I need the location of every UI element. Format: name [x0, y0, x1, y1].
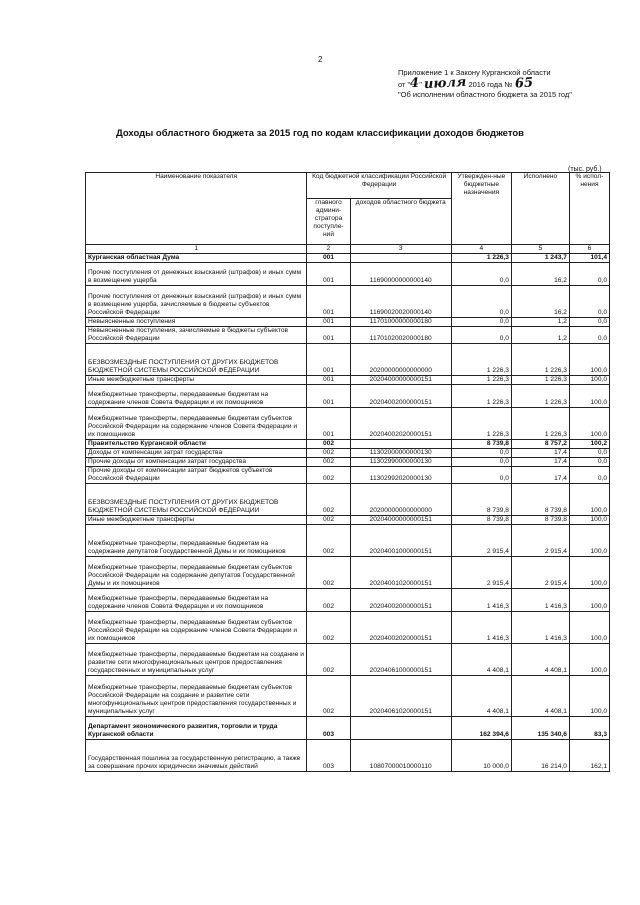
- cell-percent: 100,0: [569, 344, 609, 376]
- column-number: 3: [350, 245, 451, 254]
- table-row: [86, 458, 610, 467]
- cell-approved: 1 226,3: [451, 376, 511, 385]
- cell-admin-code: 002: [307, 676, 350, 717]
- cell-admin-code: 001: [307, 385, 350, 408]
- cell-approved: 1 226,3: [451, 254, 511, 263]
- cell-approved: 8 739,8: [451, 440, 511, 449]
- column-number: 5: [511, 245, 569, 254]
- cell-percent: 162,1: [569, 740, 609, 772]
- cell-executed: 8 757,2: [511, 440, 569, 449]
- table-row: [86, 440, 610, 449]
- cell-admin-code: 002: [307, 467, 350, 484]
- appendix-line-3: "Об исполнении областного бюджета за 2015 год": [398, 90, 572, 99]
- cell-income-code: 11302000000000130: [350, 449, 451, 458]
- cell-percent: 100,0: [569, 676, 609, 717]
- cell-name: Прочие поступления от денежных взысканий (штрафов) и иных сумм в возмещение ущерба: [86, 263, 307, 286]
- column-number-row: [86, 245, 610, 254]
- table-row: [86, 344, 610, 376]
- cell-percent: 83,3: [569, 717, 609, 740]
- cell-executed: 16,2: [511, 263, 569, 286]
- cell-income-code: 20204061020000151: [350, 676, 451, 717]
- cell-percent: 0,0: [569, 467, 609, 484]
- table-row: [86, 525, 610, 557]
- cell-approved: 8 739,8: [451, 516, 511, 525]
- cell-name: БЕЗВОЗМЕЗДНЫЕ ПОСТУПЛЕНИЯ ОТ ДРУГИХ БЮДЖЕТОВ БЮДЖЕТНОЙ СИСТЕМЫ РОССИЙСКОЙ ФЕДЕРАЦИИ: [86, 484, 307, 516]
- cell-approved: 1 416,3: [451, 589, 511, 612]
- cell-percent: 0,0: [569, 327, 609, 344]
- page-number: 2: [318, 55, 323, 64]
- cell-executed: 1 226,3: [511, 408, 569, 440]
- cell-income-code: 20200000000000000: [350, 484, 451, 516]
- cell-name: Межбюджетные трансферты, передаваемые бюджетам на содержание членов Совета Федерации и их помощников: [86, 589, 307, 612]
- cell-executed: 17,4: [511, 458, 569, 467]
- handwritten-month: июля: [423, 74, 467, 92]
- table-row: [86, 484, 610, 516]
- header-name: Наименование показателя: [86, 173, 307, 245]
- cell-name: Невыясненные поступления, зачисляемые в бюджеты субъектов Российской Федерации: [86, 327, 307, 344]
- cell-approved: 10 000,0: [451, 740, 511, 772]
- cell-admin-code: 001: [307, 254, 350, 263]
- cell-percent: 100,0: [569, 376, 609, 385]
- cell-income-code: 11302992020000130: [350, 467, 451, 484]
- cell-admin-code: 002: [307, 525, 350, 557]
- cell-approved: 0,0: [451, 286, 511, 318]
- cell-approved: 0,0: [451, 327, 511, 344]
- table-row: [86, 449, 610, 458]
- cell-percent: 100,0: [569, 408, 609, 440]
- cell-income-code: 20204061000000151: [350, 644, 451, 676]
- cell-approved: 0,0: [451, 449, 511, 458]
- cell-approved: 1 226,3: [451, 385, 511, 408]
- cell-executed: 4 408,1: [511, 676, 569, 717]
- cell-income-code: 20204002000000151: [350, 589, 451, 612]
- cell-name: Иные межбюджетные трансферты: [86, 516, 307, 525]
- cell-name: Курганская областная Дума: [86, 254, 307, 263]
- cell-percent: 100,0: [569, 516, 609, 525]
- cell-name: Правительство Курганской области: [86, 440, 307, 449]
- cell-approved: 0,0: [451, 467, 511, 484]
- cell-income-code: 11701020020000180: [350, 327, 451, 344]
- cell-admin-code: 002: [307, 458, 350, 467]
- table-row: [86, 263, 610, 286]
- header-approved: Утвержден-ные бюджетные назначения: [451, 173, 511, 245]
- cell-income-code: 10807000010000110: [350, 740, 451, 772]
- appendix-line-2: от "4" июля 2016 года № 65: [398, 74, 533, 92]
- cell-executed: 1 226,3: [511, 376, 569, 385]
- cell-admin-code: 001: [307, 376, 350, 385]
- cell-name: Прочие доходы от компенсации затрат государства: [86, 458, 307, 467]
- cell-admin-code: 001: [307, 408, 350, 440]
- cell-executed: 17,4: [511, 467, 569, 484]
- cell-income-code: 11701000000000180: [350, 318, 451, 327]
- cell-approved: 0,0: [451, 458, 511, 467]
- column-number: 6: [569, 245, 609, 254]
- table-row: [86, 612, 610, 644]
- header-code-group: Код бюджетной классификации Российской Федерации: [307, 173, 451, 199]
- column-number: 2: [307, 245, 350, 254]
- cell-percent: 0,0: [569, 449, 609, 458]
- column-number: 1: [86, 245, 307, 254]
- cell-name: Межбюджетные трансферты, передаваемые бюджетам на содержание членов Совета Федерации и их помощников: [86, 385, 307, 408]
- cell-executed: 8 739,8: [511, 516, 569, 525]
- cell-admin-code: 001: [307, 344, 350, 376]
- cell-approved: 4 408,1: [451, 644, 511, 676]
- appendix-line-1: Приложение 1 к Закону Курганской области: [398, 68, 551, 77]
- cell-admin-code: 002: [307, 449, 350, 458]
- cell-income-code: 20204001020000151: [350, 557, 451, 589]
- cell-percent: 100,0: [569, 644, 609, 676]
- cell-executed: 1,2: [511, 327, 569, 344]
- income-table: [85, 172, 610, 772]
- cell-approved: 0,0: [451, 318, 511, 327]
- cell-executed: 135 340,6: [511, 717, 569, 740]
- cell-executed: 1 226,3: [511, 344, 569, 376]
- units-label: (тыс. руб.): [568, 166, 602, 173]
- cell-admin-code: 003: [307, 717, 350, 740]
- cell-executed: 16 214,0: [511, 740, 569, 772]
- cell-income-code: [350, 717, 451, 740]
- cell-percent: 0,0: [569, 318, 609, 327]
- table-row: [86, 327, 610, 344]
- cell-name: Межбюджетные трансферты, передаваемые бюджетам на содержание депутатов Государственной Думы и их помощников: [86, 525, 307, 557]
- cell-income-code: [350, 440, 451, 449]
- cell-name: Иные межбюджетные трансферты: [86, 376, 307, 385]
- table-row: [86, 467, 610, 484]
- cell-name: Прочие поступления от денежных взысканий (штрафов) и иных сумм в возмещение ущерба, зачисляемые в бюджеты субъектов Российской Федерации: [86, 286, 307, 318]
- cell-income-code: 20204000000000151: [350, 376, 451, 385]
- handwritten-day: 4: [409, 75, 420, 91]
- appendix-note: [398, 68, 608, 101]
- cell-percent: 100,0: [569, 612, 609, 644]
- cell-approved: 1 226,3: [451, 344, 511, 376]
- document-title: Доходы областного бюджета за 2015 год по кодам классификации доходов бюджетов: [115, 128, 525, 139]
- cell-executed: 16,2: [511, 286, 569, 318]
- cell-income-code: [350, 254, 451, 263]
- cell-name: Государственная пошлина за государственную регистрацию, а также за совершение прочих юридически значимых действий: [86, 740, 307, 772]
- cell-percent: 0,0: [569, 286, 609, 318]
- cell-name: Департамент экономического развития, торговли и труда Курганской области: [86, 717, 307, 740]
- cell-admin-code: 003: [307, 740, 350, 772]
- cell-percent: 100,0: [569, 385, 609, 408]
- cell-percent: 101,4: [569, 254, 609, 263]
- cell-executed: 8 739,8: [511, 484, 569, 516]
- cell-percent: 100,0: [569, 557, 609, 589]
- table-row: [86, 740, 610, 772]
- cell-income-code: 20204002020000151: [350, 612, 451, 644]
- cell-approved: 2 915,4: [451, 557, 511, 589]
- table-row: [86, 318, 610, 327]
- table-row: [86, 717, 610, 740]
- table-body: [86, 254, 610, 772]
- table-row: [86, 644, 610, 676]
- header-admin: главного админи-стратора поступле-ний: [307, 199, 350, 245]
- cell-executed: 2 915,4: [511, 525, 569, 557]
- cell-executed: 17,4: [511, 449, 569, 458]
- cell-percent: 100,2: [569, 440, 609, 449]
- table-row: [86, 376, 610, 385]
- cell-name: Межбюджетные трансферты, передаваемые бюджетам субъектов Российской Федерации на создание и развитие сети многофункциональных центров предоставления государственных и муниципальных услуг: [86, 676, 307, 717]
- cell-name: Прочие доходы от компенсации затрат бюджетов субъектов Российской Федерации: [86, 467, 307, 484]
- cell-admin-code: 002: [307, 440, 350, 449]
- table-row: [86, 589, 610, 612]
- table-row: [86, 557, 610, 589]
- column-number: 4: [451, 245, 511, 254]
- cell-income-code: 20204000000000151: [350, 516, 451, 525]
- cell-income-code: 20200000000000000: [350, 344, 451, 376]
- table-row: [86, 676, 610, 717]
- handwritten-number: 65: [514, 75, 533, 91]
- cell-name: БЕЗВОЗМЕЗДНЫЕ ПОСТУПЛЕНИЯ ОТ ДРУГИХ БЮДЖЕТОВ БЮДЖЕТНОЙ СИСТЕМЫ РОССИЙСКОЙ ФЕДЕРАЦИИ: [86, 344, 307, 376]
- cell-admin-code: 002: [307, 644, 350, 676]
- cell-approved: 1 226,3: [451, 408, 511, 440]
- cell-percent: 0,0: [569, 263, 609, 286]
- cell-approved: 4 408,1: [451, 676, 511, 717]
- cell-executed: 1 416,3: [511, 589, 569, 612]
- cell-income-code: 20204001000000151: [350, 525, 451, 557]
- cell-approved: 8 739,8: [451, 484, 511, 516]
- cell-percent: 100,0: [569, 484, 609, 516]
- cell-name: Межбюджетные трансферты, передаваемые бюджетам субъектов Российской Федерации на содержание депутатов Государственной Думы и их помощников: [86, 557, 307, 589]
- cell-approved: 1 416,3: [451, 612, 511, 644]
- cell-admin-code: 001: [307, 327, 350, 344]
- cell-approved: 2 915,4: [451, 525, 511, 557]
- cell-executed: 1 226,3: [511, 385, 569, 408]
- cell-name: Межбюджетные трансферты, передаваемые бюджетам субъектов Российской Федерации на содержание членов Совета Федерации и их помощников: [86, 408, 307, 440]
- table-row: [86, 516, 610, 525]
- cell-executed: 2 915,4: [511, 557, 569, 589]
- cell-executed: 1 243,7: [511, 254, 569, 263]
- cell-executed: 4 408,1: [511, 644, 569, 676]
- header-percent: % испол-нения: [569, 173, 609, 245]
- cell-admin-code: 001: [307, 286, 350, 318]
- header-executed: Исполнено: [511, 173, 569, 245]
- cell-approved: 0,0: [451, 263, 511, 286]
- cell-name: Доходы от компенсации затрат государства: [86, 449, 307, 458]
- cell-percent: 0,0: [569, 458, 609, 467]
- header-income: доходов областного бюджета: [350, 199, 451, 245]
- cell-income-code: 11690020020000140: [350, 286, 451, 318]
- cell-admin-code: 002: [307, 557, 350, 589]
- cell-income-code: 20204002000000151: [350, 385, 451, 408]
- cell-name: Межбюджетные трансферты, передаваемые бюджетам на создание и развитие сети многофункциональных центров предоставления государственных и муниципальных услуг: [86, 644, 307, 676]
- cell-admin-code: 002: [307, 484, 350, 516]
- cell-admin-code: 001: [307, 318, 350, 327]
- table-row: [86, 408, 610, 440]
- cell-admin-code: 002: [307, 516, 350, 525]
- cell-executed: 1 416,3: [511, 612, 569, 644]
- cell-approved: 162 394,6: [451, 717, 511, 740]
- cell-admin-code: 002: [307, 589, 350, 612]
- cell-percent: 100,0: [569, 525, 609, 557]
- cell-income-code: 11302990000000130: [350, 458, 451, 467]
- cell-name: Межбюджетные трансферты, передаваемые бюджетам субъектов Российской Федерации на содержание членов Совета Федерации и их помощников: [86, 612, 307, 644]
- cell-admin-code: 001: [307, 263, 350, 286]
- table-row: [86, 385, 610, 408]
- cell-executed: 1,2: [511, 318, 569, 327]
- table-row: [86, 254, 610, 263]
- cell-admin-code: 002: [307, 612, 350, 644]
- cell-income-code: 20204002020000151: [350, 408, 451, 440]
- cell-percent: 100,0: [569, 589, 609, 612]
- cell-name: Невыясненные поступления: [86, 318, 307, 327]
- cell-income-code: 11690000000000140: [350, 263, 451, 286]
- table-row: [86, 286, 610, 318]
